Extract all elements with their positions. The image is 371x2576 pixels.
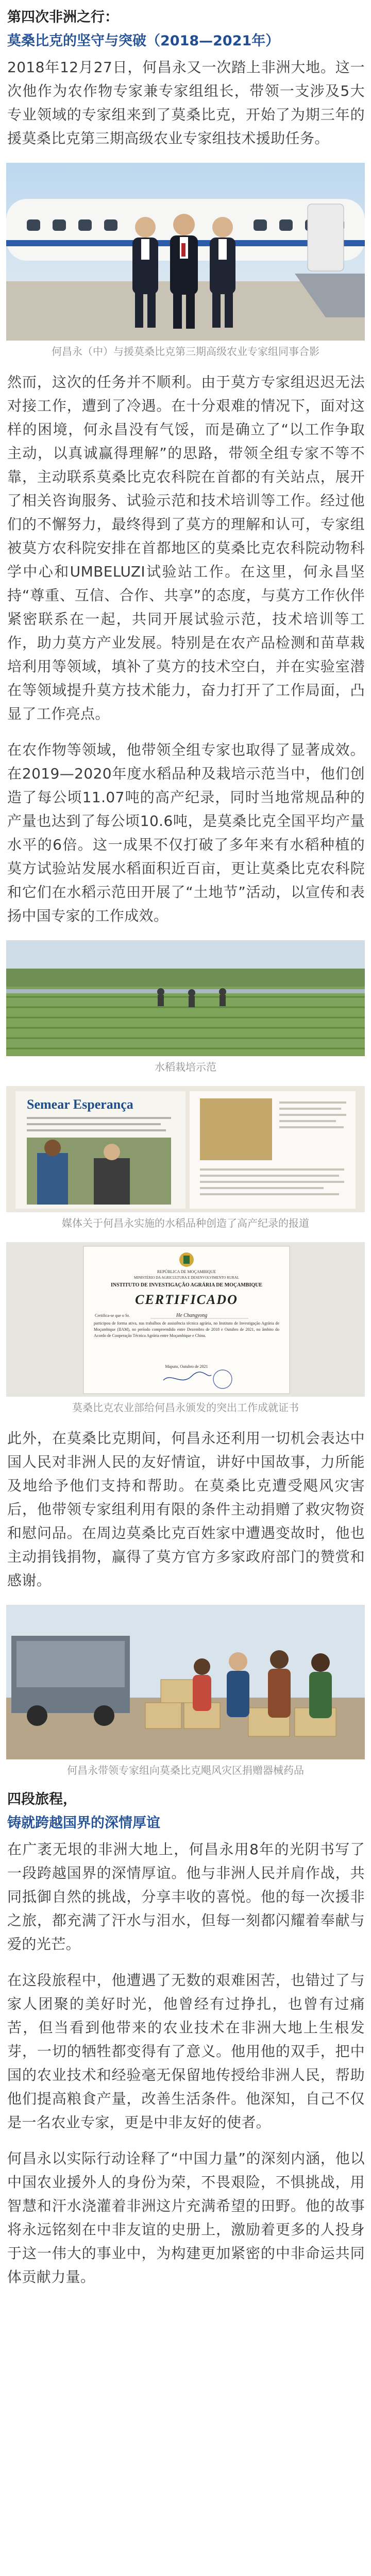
figure-donation xyxy=(6,1605,365,1778)
magazine-title: Semear Esperança xyxy=(27,1097,133,1112)
cert-name: He Changyong xyxy=(176,1313,208,1318)
cert-heading: CERTIFICADO xyxy=(135,1292,238,1307)
figure-caption: 何昌永带领专家组向莫桑比克飓风灾区捐赠器械药品 xyxy=(67,1764,304,1776)
figure-caption: 莫桑比克农业部给何昌永颁发的突出工作成就证书 xyxy=(72,1401,299,1414)
paragraph: 2018年12月27日，何昌永又一次踏上非洲大地。这一次他作为农作物专家兼专家组组长，带领一支涉及5大专业领域的专家组来到了莫桑比克，开始了为期三年的援莫桑比克第三期高级农业专家组技术援助任务。 xyxy=(7,59,365,147)
figure-caption: 媒体关于何昌永实施的水稻品种创造了高产纪录的报道 xyxy=(62,1217,309,1229)
figure-rice-field xyxy=(6,940,365,1075)
cert-republic: REPÚBLICA DE MOÇAMBIQUE xyxy=(157,1269,216,1274)
figure-caption: 水稻栽培示范 xyxy=(155,1061,216,1073)
paragraph: 何昌永以实际行动诠释了“中国力量”的深刻内涵，他以中国农业援外人的身份为荣，不畏艰险，不惧挑战，用智慧和汗水浇灌着非洲这片充满希望的田野。他的故事将永远铭刻在中非友谊的史册上，激励着更多的人投身于这一伟大的事业中，为构建更加紧密的中非命运共同体贡献力量。 xyxy=(7,2150,365,2285)
paragraph: 然而，这次的任务并不顺利。由于莫方专家组迟迟无法对接工作，遭到了冷遇。在十分艰难的情况下，面对这样的困境，何永昌没有气馁，而是确立了“以工作争取主动，以真诚赢得理解”的思路，带领全组专家不等不靠，主动联系莫桑比克农科院在首都的有关站点，展开了相关咨询服务、试验示范和技术培训等工作。经过他们的不懈努力，最终得到了莫方的理解和认可，专家组被莫方农科院安排在首都地区的莫桑比克农科院动物科学中心和UMBELUZI试验站工作。在这里，何永昌坚持“尊重、互信、合作、共享”的态度，与莫方工作伙伴紧密联系在一起，共同开展试验示范，技术培训等工作，助力莫方产业发展。特别是在农产品检测和苗草栽培利用等领域，填补了莫方的技术空白，并在实验室潜在等领域提升莫方技术能力，奋力打开了工作局面，凸显了工作亮点。 xyxy=(7,374,365,722)
cert-body: participou de forma ativa, nas trabalhos de assistência técnica agrária, no Instituto de Investigação Agrária de Moçambique (IIAM), no período compreendido entre Dezembro de 2018 e Outubro de 2021, no âmbito do Acordo de Cooperação Técnica Agrária entre Moçambique e China. xyxy=(94,1321,279,1338)
figure-magazine-report xyxy=(6,1086,365,1231)
cert-ministry: MINISTÉRIO DA AGRICULTURA E DESENVOLVIMENTO RURAL xyxy=(133,1276,240,1280)
section-subheading: 莫桑比克的坚守与突破（2018—2021年） xyxy=(7,33,280,49)
paragraph: 在广袤无垠的非洲大地上，何昌永用8年的光阴书写了一段跨越国界的深情厚谊。他与非洲人民并肩作战，共同抵御自然的挑战，分享丰收的喜悦。他的每一次援非之旅，都充满了汗水与泪水，但每一刻都闪耀着奉献与爱的光芒。 xyxy=(7,1841,365,1953)
section-heading: 四段旅程， xyxy=(7,1791,77,1807)
group-photo-image xyxy=(6,163,365,341)
certificate-image xyxy=(6,1242,365,1397)
section-heading: 第四次非洲之行： xyxy=(7,9,119,25)
section-subheading: 铸就跨越国界的深情厚谊 xyxy=(7,1815,160,1831)
paragraph: 在这段旅程中，他遭遇了无数的艰难困苦，也错过了与家人团聚的美好时光，他曾经有过挣扎，也曾有过痛苦，但当看到他带来的农业技术在非洲大地上生根发芽，一切的牺牲都变得有了意义。他用他的双手，把中国的农业技术和经验毫无保留地传授给非洲人民，帮助他们提高粮食产量，改善生活条件。他深知，自己不仅是一名农业专家，更是中非友好的使者。 xyxy=(7,1972,365,2131)
figure-caption: 何昌永（中）与援莫桑比克第三期高级农业专家组同事合影 xyxy=(52,345,319,358)
magazine-image xyxy=(6,1086,365,1212)
cert-date: Maputo, Outubro de 2021 xyxy=(165,1364,208,1369)
cert-institute: INSTITUTO DE INVESTIGAÇÃO AGRÁRIA DE MOÇAMBIQUE xyxy=(110,1282,263,1288)
donation-image xyxy=(6,1605,365,1759)
paragraph: 在农作物等领域，他带领全组专家也取得了显著成效。在2019—2020年度水稻品种及栽培示范当中，他们创造了每公顷11.07吨的高产纪录，同时当地常规品种的产量也达到了每公顷10.6吨，是莫桑比克全国平均产量水平的6倍。这一成果不仅打破了多年来有水稻种植的莫方试验站发展水稻面积近百亩，更让莫桑比克农科院和它们在水稻示范田开展了“土地节”活动，以宣传和表扬中国专家的工作成效。 xyxy=(7,741,365,924)
figure-certificate xyxy=(6,1242,365,1415)
paragraph: 此外，在莫桑比克期间，何昌永还利用一切机会表达中国人民对非洲人民的友好情谊，讲好中国故事，力所能及地给予他们支持和帮助。在莫桑比克遭受飓风灾害后，他带领专家组利用有限的条件主动捐赠了救灾物资和慰问品。在周边莫桑比克百姓家中遭遇变故时，他也主动捐钱捐物，赢得了莫方官方多家政府部门的赞赏和感谢。 xyxy=(7,1430,365,1589)
figure-group-photo xyxy=(6,163,365,359)
rice-field-image xyxy=(6,940,365,1056)
cert-line1: Certifica-se que o Sr. xyxy=(95,1313,130,1318)
